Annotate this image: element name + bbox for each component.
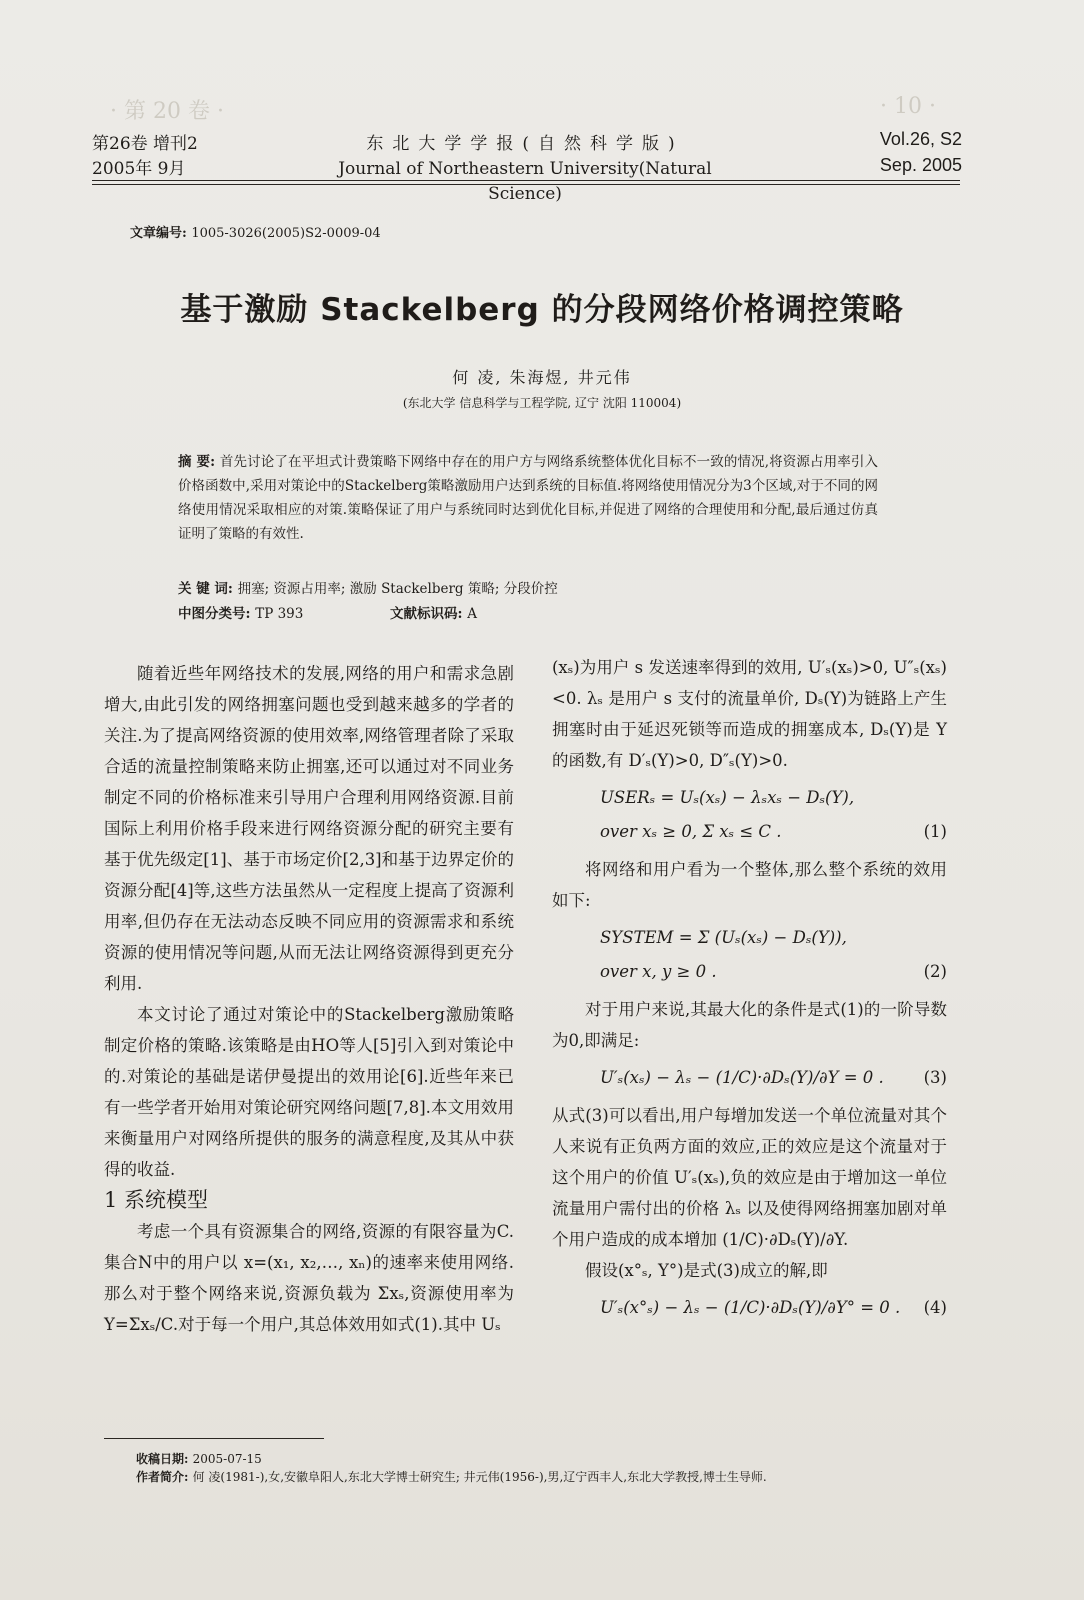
journal-name: 东北大学学报(自然科学版) Journal of Northeastern University(Natural Science) (338, 134, 712, 204)
footnote-rule (104, 1438, 324, 1439)
journal-volume: 第26卷 增刊2 2005年 9月 (92, 134, 198, 179)
body-paragraph: (xₛ)为用户 s 发送速率得到的效用, U′ₛ(xₛ)>0, U″ₛ(xₛ)<0. λₛ 是用户 s 支付的流量单价, Dₛ(Y)为链路上产生拥塞时由于延迟死锁等而造成的拥塞成本, Dₛ(Y)是 Y 的函数,有 D′ₛ(Y)>0, D″ₛ(Y)>0. (552, 658, 947, 770)
body-paragraph: 假设(x°ₛ, Y°)是式(3)成立的解,即 (585, 1261, 828, 1280)
body-paragraph: 随着近些年网络技术的发展,网络的用户和需求急剧增大,由此引发的网络拥塞问题也受到越来越多的学者的关注.为了提高网络资源的使用效率,网络管理者除了采取合适的流量控制策略来防止拥塞,还可以通过对不同业务制定不同的价格标准来引导用户合理利用网络资源.目前国际上利用价格手段来进行网络资源分配的研究主要有基于优先级定[1]、基于市场定价[2,3]和基于边界定价的资源分配[4]等,这些方法虽然从一定程度上提高了资源利用率,但仍存在无法动态反映不同应用的资源需求和系统资源的使用情况等问题,从而无法让网络资源得到更充分利用. (104, 664, 514, 993)
bleed-through-text: · 第 20 卷 · (110, 99, 224, 124)
body-paragraph: 对于用户来说,其最大化的条件是式(1)的一阶导数为0,即满足: (552, 1000, 947, 1050)
header-rule (92, 180, 960, 181)
clc-number: 中图分类号: TP 393 (178, 606, 304, 622)
section-heading: 1 系统模型 (104, 1188, 209, 1212)
right-column (552, 652, 947, 1330)
body-paragraph: 本文讨论了通过对策论中的Stackelberg激励策略制定价格的策略.该策略是由HO等人[5]引入到对策论中的.对策论的基础是诺伊曼提出的效用论[6].近些年来已有一些学者开始用对策论研究网络问题[7,8].本文用效用来衡量用户对网络所提供的服务的满意程度,及其从中获得的收益. (104, 1005, 514, 1179)
equation: U′ₛ(x°ₛ) − λₛ − (1/C)·∂Dₛ(Y)/∂Y° = 0 . (4) (600, 1298, 947, 1317)
equation: USERₛ = Uₛ(xₛ) − λₛxₛ − Dₛ(Y), (600, 788, 855, 807)
body-paragraph: 将网络和用户看为一个整体,那么整个系统的效用如下: (552, 860, 947, 910)
equation: U′ₛ(xₛ) − λₛ − (1/C)·∂Dₛ(Y)/∂Y = 0 . (3) (600, 1068, 947, 1087)
abstract: 摘 要: 首先讨论了在平坦式计费策略下网络中存在的用户方与网络系统整体优化目标不一致的情况,将资源占用率引入价格函数中,采用对策论中的Stackelberg策略激励用户达到系统的目标值.将网络使用情况分为3个区域,对于不同的网络使用情况采取相应的对策.策略保证了用户与系统同时达到优化目标,并促进了网络的合理使用和分配,最后通过仿真证明了策略的有效性. (178, 454, 878, 542)
bleed-through-text: · 10 · (880, 94, 936, 119)
affiliation: (东北大学 信息科学与工程学院, 辽宁 沈阳 110004) (402, 396, 682, 410)
equation: over x, y ≥ 0 . (2) (600, 962, 947, 981)
author-bio: 作者简介: 何 凌(1981-),女,安徽阜阳人,东北大学博士研究生; 井元伟(1956-),男,辽宁西丰人,东北大学教授,博士生导师. (136, 1470, 767, 1484)
authors: 何 凌, 朱海煜, 井元伟 (452, 368, 632, 387)
received-date: 收稿日期: 2005-07-15 (136, 1452, 262, 1466)
equation: SYSTEM = Σ (Uₛ(xₛ) − Dₛ(Y)), (600, 928, 847, 947)
document-code: 文献标识码: A (390, 606, 477, 622)
article-number: 文章编号: 1005-3026(2005)S2-0009-04 (130, 226, 381, 241)
body-paragraph: 从式(3)可以看出,用户每增加发送一个单位流量对其个人来说有正负两方面的效应,正的效应是这个流量对于这个用户的价值 U′ₛ(xₛ),负的效应是由于增加这一单位流量用户需付出的价格 λₛ 以及使得网络拥塞加剧对单个用户造成的成本增加 (1/C)·∂Dₛ(Y)/∂Y. (552, 1106, 947, 1249)
equation: over xₛ ≥ 0, Σ xₛ ≤ C . (1) (600, 822, 947, 841)
paper-title: 基于激励 Stackelberg 的分段网络价格调控策略 (180, 292, 904, 328)
header-rule-thin (92, 184, 960, 185)
left-column (104, 658, 514, 1340)
body-paragraph: 考虑一个具有资源集合的网络,资源的有限容量为C.集合N中的用户以 x=(x₁, x₂,…, xₙ)的速率来使用网络.那么对于整个网络来说,资源负载为 Σxₛ,资源使用率为 Y=Σxₛ/C.对于每一个用户,其总体效用如式(1).其中 Uₛ (104, 1222, 514, 1334)
journal-volume-en: Vol.26, S2 Sep. 2005 (879, 129, 962, 175)
keywords: 关 键 词: 拥塞; 资源占用率; 激励 Stackelberg 策略; 分段价控 (178, 581, 558, 597)
